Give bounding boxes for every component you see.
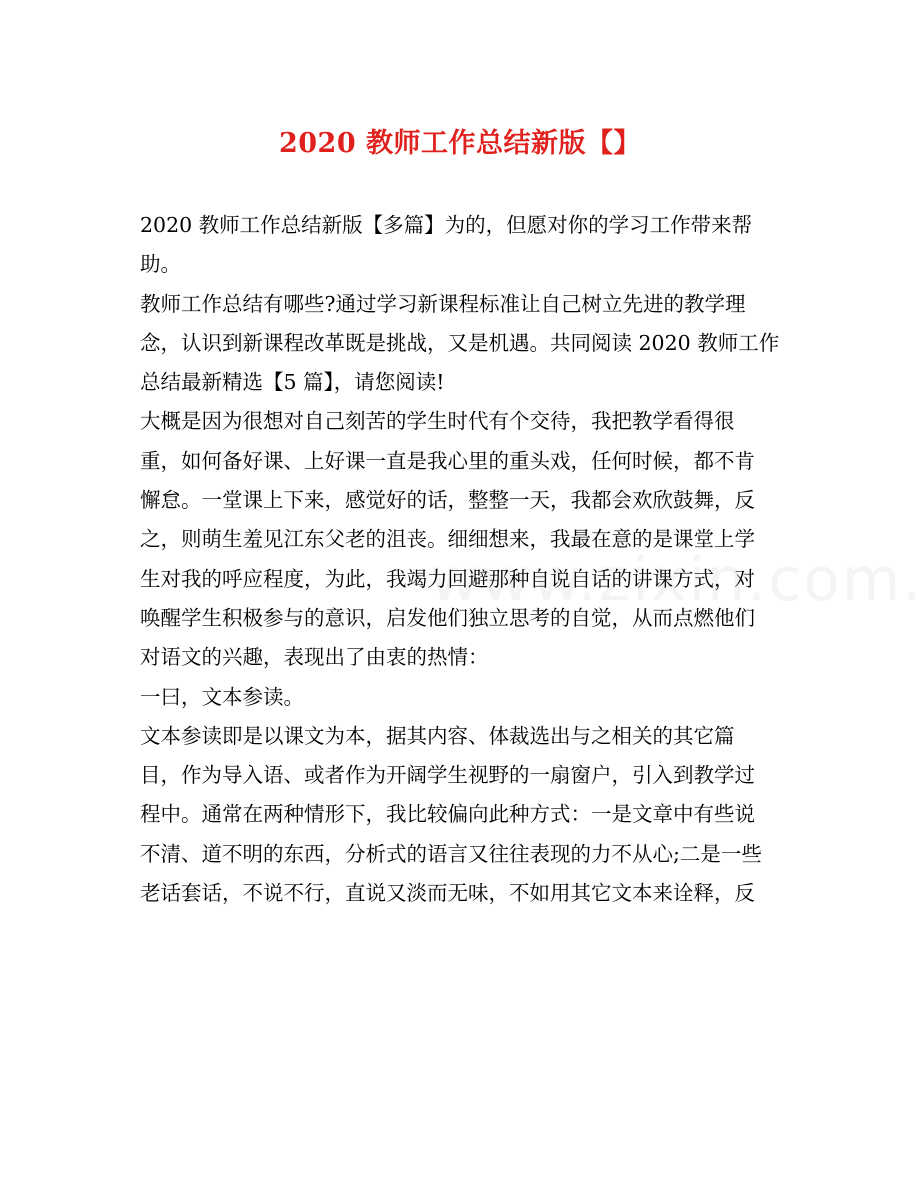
text-line: 对语文的兴趣，表现出了由衷的热情：: [140, 645, 489, 670]
text-line: 大概是因为很想对自己刻苦的学生时代有个交待，我把教学看得很: [140, 409, 735, 434]
text-line: 老话套话，不说不行，直说又淡而无味，不如用其它文本来诠释，反: [140, 881, 755, 906]
text-line: 之，则萌生羞见江东父老的沮丧。细细想来，我最在意的是课堂上学: [140, 527, 755, 552]
text-line: 一曰，文本参读。: [140, 684, 304, 709]
text-line: 念，认识到新课程改革既是挑战，又是机遇。共同阅读 2020 教师工作: [140, 330, 780, 355]
text-line: 不清、道不明的东西，分析式的语言又往往表现的力不从心;二是一些: [140, 841, 762, 866]
text-line: 生对我的呼应程度，为此，我竭力回避那种自说自话的讲课方式，对: [140, 566, 755, 591]
document-body: [140, 206, 785, 913]
text-line: 重，如何备好课、上好课一直是我心里的重头戏，任何时候，都不肯: [140, 448, 755, 473]
text-line: 文本参读即是以课文为本，据其内容、体裁选出与之相关的其它篇: [140, 723, 735, 748]
text-line: 2020 教师工作总结新版【多篇】为的，但愿对你的学习工作带来帮: [140, 213, 753, 237]
text-line: 懈怠。一堂课上下来，感觉好的话，整整一天，我都会欢欣鼓舞，反: [140, 488, 755, 513]
document-title: 2020 教师工作总结新版【】: [278, 128, 642, 159]
text-line: 总结最新精选【5 篇】，请您阅读!: [140, 370, 445, 395]
text-line: 教师工作总结有哪些?通过学习新课程标准让自己树立先进的教学理: [140, 291, 746, 316]
text-line: 程中。通常在两种情形下，我比较偏向此种方式：一是文章中有些说: [140, 802, 755, 827]
text-line: 目，作为导入语、或者作为开阔学生视野的一扇窗户，引入到教学过: [140, 763, 755, 788]
text-line: 唤醒学生积极参与的意识，启发他们独立思考的自觉，从而点燃他们: [140, 605, 755, 630]
text-line: 助。: [140, 252, 181, 277]
